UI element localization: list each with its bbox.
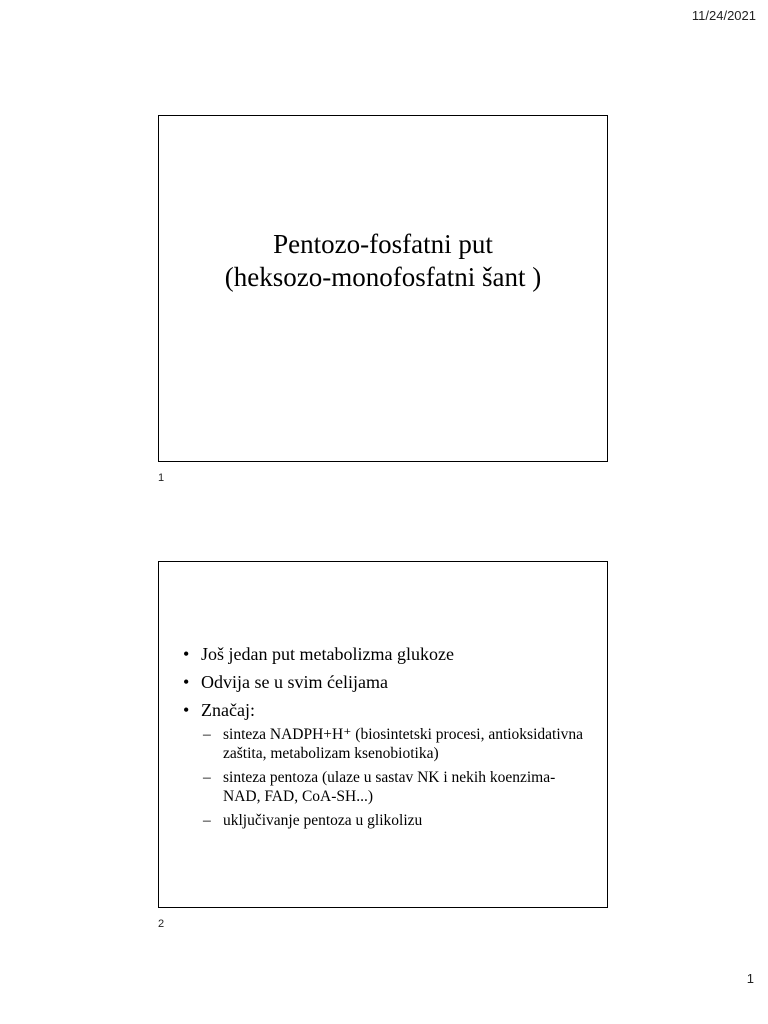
- slide-2-bullet-list: [181, 643, 591, 836]
- sub-bullet-dash: –: [203, 726, 211, 743]
- sub-bullet-text: sinteza NADPH+H⁺ (biosintetski procesi, antioksidativna zaštita, metabolizam ksenobiotika): [223, 726, 584, 762]
- slide-1-title: [159, 228, 607, 294]
- slide-1-frame: [158, 115, 608, 462]
- sub-bullet-item: [201, 768, 591, 806]
- page-number: 1: [746, 971, 754, 986]
- sub-bullet-dash: –: [203, 812, 211, 829]
- bullet-text: Odvija se u svim ćelijama: [201, 672, 388, 692]
- bullet-item: [181, 671, 591, 693]
- slide-2-number: 2: [158, 918, 165, 930]
- slide-2-frame: [158, 561, 608, 908]
- bullet-dot: •: [183, 644, 190, 664]
- sub-bullet-item: [201, 811, 591, 830]
- print-date: 11/24/2021: [691, 8, 756, 23]
- bullet-text: Još jedan put metabolizma glukoze: [201, 644, 454, 664]
- sub-bullet-text: uključivanje pentoza u glikolizu: [223, 812, 423, 829]
- slide-1-title-line-2: (heksozo-monofosfatni šant ): [224, 262, 542, 292]
- bullet-text: Značaj:: [201, 700, 255, 720]
- sub-bullet-list: [201, 725, 591, 830]
- bullet-dot: •: [183, 672, 190, 692]
- sub-bullet-item: [201, 725, 591, 763]
- bullet-dot: •: [183, 700, 190, 720]
- bullet-item: [181, 699, 591, 830]
- bullet-item: [181, 643, 591, 665]
- sub-bullet-dash: –: [203, 769, 211, 786]
- slide-1-title-line-1: Pentozo-fosfatni put: [273, 229, 493, 259]
- sub-bullet-text: sinteza pentoza (ulaze u sastav NK i nekih koenzima-NAD, FAD, CoA-SH...): [223, 769, 556, 805]
- slide-1-number: 1: [158, 472, 165, 484]
